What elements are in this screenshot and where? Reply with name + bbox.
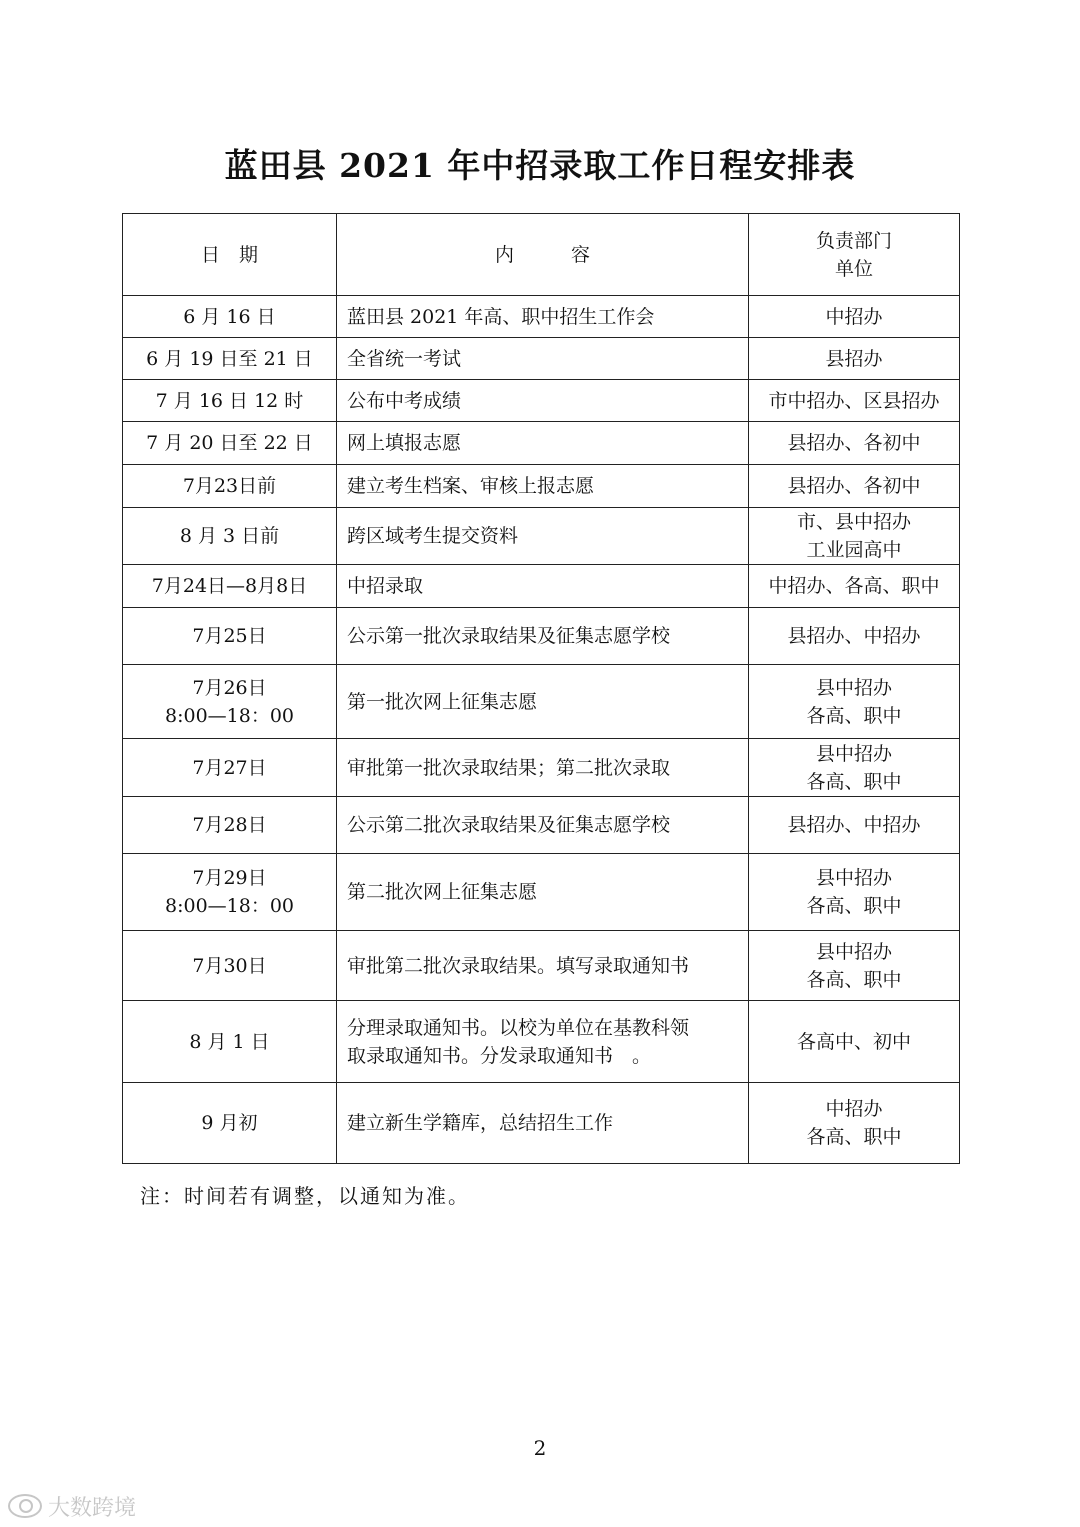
dept-cell-line: 县招办、中招办 (787, 625, 921, 647)
table-row (123, 380, 960, 422)
date-cell (123, 854, 337, 931)
table-row (123, 465, 960, 508)
content-cell (337, 931, 749, 1001)
dept-cell-line: 县中招办 (815, 742, 892, 765)
table-row (123, 422, 960, 465)
content-cell (337, 854, 749, 931)
table-row (123, 608, 960, 665)
header-dept-line: 单位 (834, 257, 873, 280)
date-cell-line: 6 月 16 日 (183, 305, 276, 328)
dept-cell (749, 1001, 960, 1083)
dept-cell (749, 797, 960, 854)
content-cell-line: 审批第二批次录取结果。填写录取通知书 (347, 954, 690, 977)
date-cell-line: 7月25日 (192, 625, 267, 647)
dept-cell-line: 中招办、各高、职中 (768, 575, 940, 597)
dept-cell (749, 1083, 960, 1164)
date-cell-line: 7月23日前 (182, 475, 277, 497)
date-cell (123, 565, 337, 608)
content-cell-line: 取录取通知书。分发录取通知书 。 (347, 1044, 652, 1067)
date-cell (123, 931, 337, 1001)
dept-cell (749, 508, 960, 565)
date-cell-line: 8:00—18：00 (164, 704, 295, 727)
content-cell-line: 第一批次网上征集志愿 (347, 690, 538, 713)
table-row (123, 931, 960, 1001)
date-cell (123, 296, 337, 338)
table-row (123, 854, 960, 931)
dept-cell-line: 县招办、各初中 (787, 475, 921, 497)
content-cell-line: 公示第二批次录取结果及征集志愿学校 (347, 814, 671, 836)
watermark-text: 大数跨境 (48, 1495, 137, 1521)
content-cell (337, 1083, 749, 1164)
table-row (123, 565, 960, 608)
dept-cell (749, 296, 960, 338)
dept-cell-line: 县招办 (825, 347, 883, 370)
table-row (123, 739, 960, 797)
dept-cell (749, 422, 960, 465)
dept-cell-line: 县中招办 (815, 867, 892, 889)
date-cell (123, 797, 337, 854)
content-cell-line: 网上填报志愿 (347, 432, 462, 454)
dept-cell-line: 各高中、初中 (796, 1030, 911, 1053)
date-cell-line: 7月26日 (192, 676, 267, 699)
dept-cell-line: 各高、职中 (806, 1126, 902, 1148)
date-cell (123, 508, 337, 565)
date-cell (123, 338, 337, 380)
table-row (123, 1083, 960, 1164)
date-cell (123, 1001, 337, 1083)
date-cell (123, 608, 337, 665)
date-cell (123, 380, 337, 422)
content-cell-line: 公示第一批次录取结果及征集志愿学校 (347, 625, 671, 647)
date-cell-line: 7 月 20 日至 22 日 (146, 432, 313, 454)
dept-cell (749, 854, 960, 931)
date-cell (123, 739, 337, 797)
content-cell (337, 296, 749, 338)
date-cell (123, 422, 337, 465)
content-cell (337, 608, 749, 665)
dept-cell (749, 739, 960, 797)
content-cell (337, 797, 749, 854)
dept-cell-line: 市、县中招办 (796, 511, 911, 533)
content-cell (337, 465, 749, 508)
date-cell (123, 665, 337, 739)
header-dept-line: 负责部门 (815, 229, 892, 252)
dept-cell-line: 中招办 (825, 1098, 883, 1120)
dept-cell (749, 565, 960, 608)
footnote: 注：时间若有调整，以通知为准。 (140, 1184, 470, 1208)
dept-cell-line: 县中招办 (815, 676, 892, 699)
dept-cell-line: 各高、职中 (806, 895, 902, 917)
page-number: 2 (533, 1436, 547, 1460)
date-cell-line: 8 月 1 日 (189, 1030, 270, 1053)
dept-cell-line: 县中招办 (815, 940, 892, 963)
table-row (123, 296, 960, 338)
content-cell-line: 跨区域考生提交资料 (347, 525, 519, 547)
content-cell (337, 565, 749, 608)
date-cell-line: 7月28日 (192, 814, 267, 836)
content-cell-line: 建立新生学籍库，总结招生工作 (347, 1112, 614, 1134)
content-cell (337, 1001, 749, 1083)
schedule-table (122, 213, 960, 1164)
table-header-row (123, 214, 960, 296)
dept-cell-line: 中招办 (825, 305, 883, 328)
content-cell (337, 739, 749, 797)
date-cell-line: 7月27日 (192, 756, 267, 779)
content-cell-line: 蓝田县 2021 年高、职中招生工作会 (347, 305, 655, 328)
content-cell-line: 第二批次网上征集志愿 (347, 881, 538, 903)
table-row (123, 508, 960, 565)
dept-cell (749, 931, 960, 1001)
watermark-logo-icon (8, 1494, 42, 1518)
date-cell-line: 7 月 16 日 12 时 (155, 389, 304, 412)
dept-cell (749, 380, 960, 422)
dept-cell-line: 县招办、各初中 (787, 432, 921, 454)
header-content: 内 容 (337, 214, 749, 296)
date-cell-line: 9 月初 (201, 1112, 258, 1134)
date-cell-line: 6 月 19 日至 21 日 (146, 347, 313, 370)
content-cell-line: 公布中考成绩 (347, 389, 462, 412)
content-cell-line: 审批第一批次录取结果；第二批次录取 (347, 756, 671, 779)
table-row (123, 797, 960, 854)
date-cell-line: 7月29日 (192, 867, 267, 889)
content-cell-line: 分理录取通知书。以校为单位在基教科领 (347, 1016, 690, 1039)
date-cell-line: 7月30日 (192, 954, 267, 977)
dept-cell (749, 338, 960, 380)
content-cell-line: 全省统一考试 (347, 347, 462, 370)
content-cell-line: 建立考生档案、审核上报志愿 (347, 475, 595, 497)
content-cell-line: 中招录取 (347, 575, 424, 597)
date-cell-line: 7月24日—8月8日 (151, 575, 308, 597)
content-cell (337, 422, 749, 465)
dept-cell (749, 608, 960, 665)
table-row (123, 1001, 960, 1083)
date-cell (123, 465, 337, 508)
table-body (123, 296, 960, 1164)
dept-cell-line: 市中招办、区县招办 (768, 389, 940, 412)
dept-cell (749, 465, 960, 508)
header-dept (749, 214, 960, 296)
date-cell (123, 1083, 337, 1164)
content-cell (337, 338, 749, 380)
document-title: 蓝田县 2021 年中招录取工作日程安排表 (224, 146, 856, 185)
content-cell (337, 665, 749, 739)
date-cell-line: 8:00—18：00 (164, 895, 295, 917)
header-date: 日 期 (123, 214, 337, 296)
dept-cell (749, 665, 960, 739)
table-row (123, 665, 960, 739)
dept-cell-line: 各高、职中 (806, 770, 902, 793)
content-cell (337, 380, 749, 422)
dept-cell-line: 工业园高中 (806, 539, 902, 561)
dept-cell-line: 县招办、中招办 (787, 814, 921, 836)
watermark (8, 1492, 136, 1520)
date-cell-line: 8 月 3 日前 (179, 525, 280, 547)
dept-cell-line: 各高、职中 (806, 704, 902, 727)
table-row (123, 338, 960, 380)
content-cell (337, 508, 749, 565)
dept-cell-line: 各高、职中 (806, 968, 902, 991)
